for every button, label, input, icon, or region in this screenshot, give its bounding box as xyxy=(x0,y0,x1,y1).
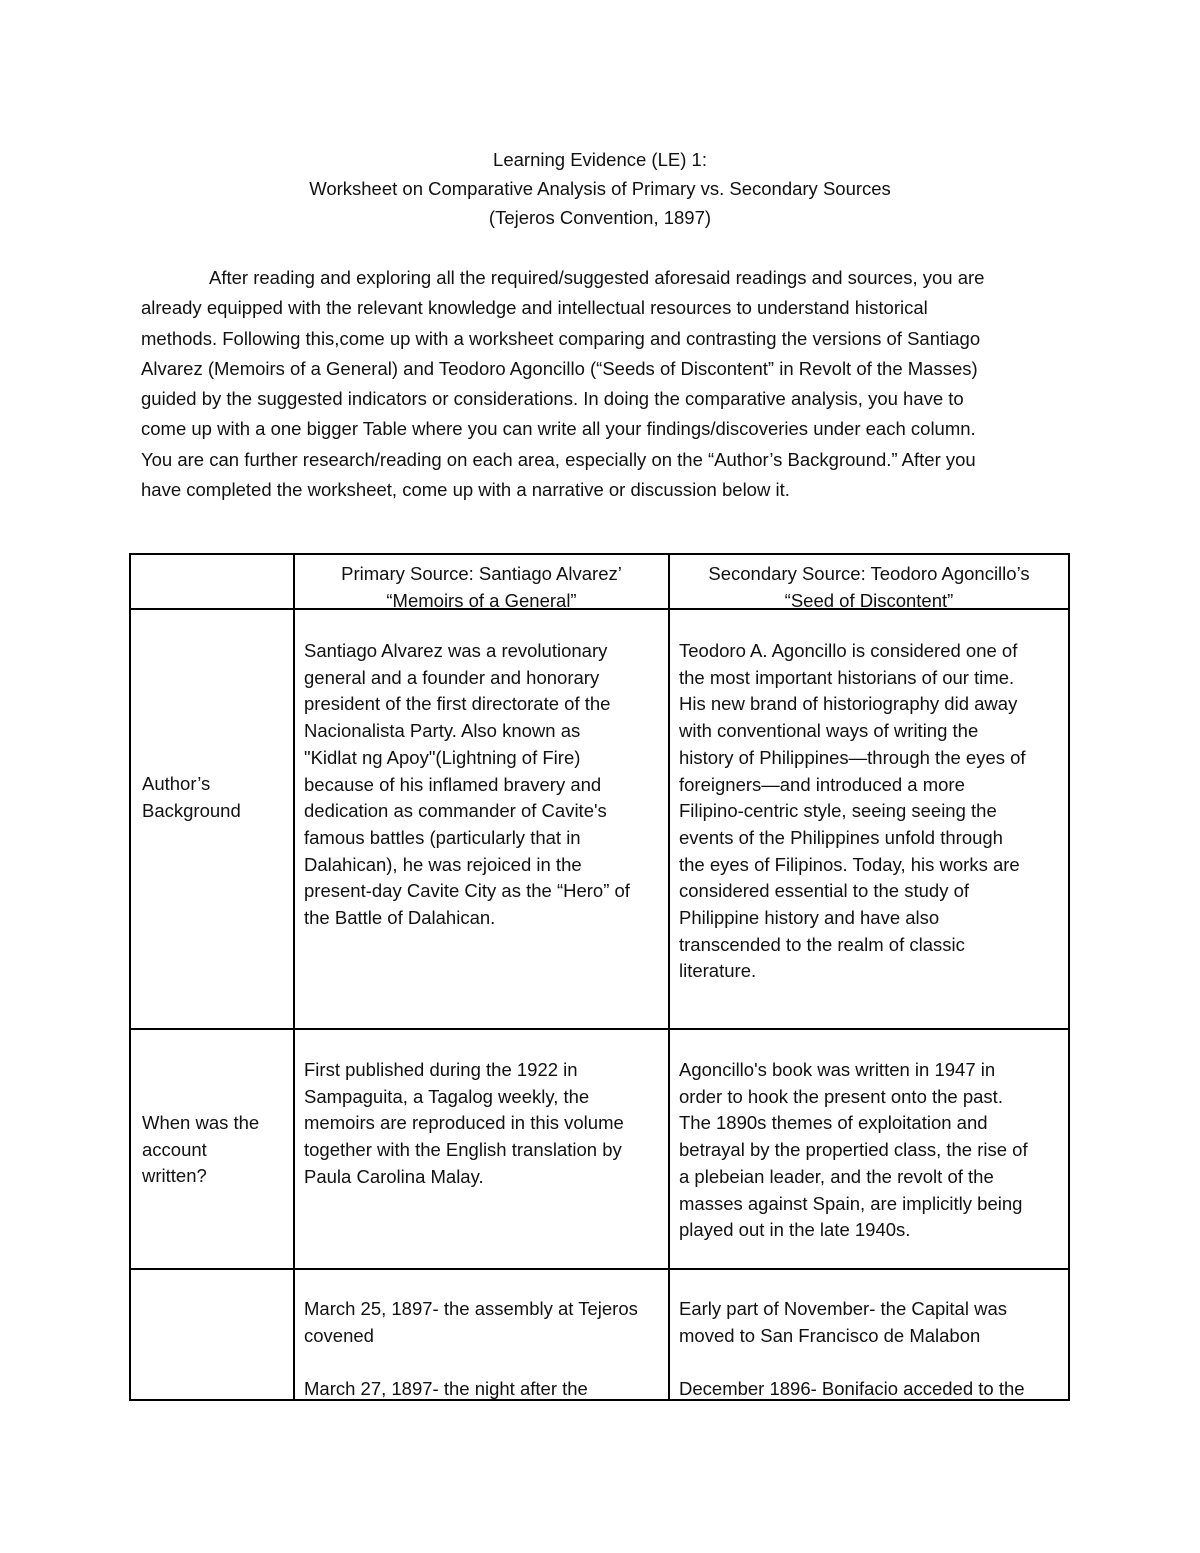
cell-line: events of the Philippines unfold through xyxy=(679,826,1003,848)
comparison-table xyxy=(129,553,1070,1401)
paragraph-line: methods. Following this,come up with a worksheet comparing and contrasting the versions of Santiago xyxy=(141,327,981,349)
paragraph-line: already equipped with the relevant knowledge and intellectual resources to understand historical xyxy=(141,297,928,319)
paragraph-line: You are can further research/reading on each area, especially on the “Author’s Background.” After you xyxy=(141,448,976,470)
cell-line: foreigners—and introduced a more xyxy=(679,773,965,795)
cell-line: present-day Cavite City as the “Hero” of xyxy=(304,880,630,902)
secondary-timeline-cell xyxy=(679,1296,1067,1403)
cell-line: memoirs are reproduced in this volume xyxy=(304,1112,624,1134)
paragraph-line: come up with a one bigger Table where you can write all your findings/discoveries under each column. xyxy=(141,418,976,440)
row-label-line: written? xyxy=(142,1165,207,1187)
header-line-1: Learning Evidence (LE) 1: xyxy=(493,149,707,170)
cell-line: dedication as commander of Cavite's xyxy=(304,800,607,822)
cell-line: considered essential to the study of xyxy=(679,880,970,902)
cell-line: March 25, 1897- the assembly at Tejeros xyxy=(304,1298,638,1319)
instructions-paragraph xyxy=(141,263,1061,505)
paragraph-line: After reading and exploring all the required/suggested aforesaid readings and sources, you are xyxy=(209,267,985,288)
cell-line: Agoncillo's book was written in 1947 in xyxy=(679,1059,996,1080)
secondary-when-written-cell xyxy=(679,1057,1067,1244)
cell-line: history of Philippines—through the eyes of xyxy=(679,746,1026,768)
paragraph-line: have completed the worksheet, come up with a narrative or discussion below it. xyxy=(141,479,790,501)
cell-line: First published during the 1922 in xyxy=(304,1059,578,1080)
primary-header-line: “Memoirs of a General” xyxy=(386,589,577,611)
cell-line: Nacionalista Party. Also known as xyxy=(304,720,581,742)
cell-line: the Battle of Dalahican. xyxy=(304,907,496,929)
secondary-source-header xyxy=(670,561,1068,614)
header-line-2: Worksheet on Comparative Analysis of Primary vs. Secondary Sources xyxy=(309,178,891,199)
cell-line: a plebeian leader, and the revolt of the xyxy=(679,1165,994,1187)
primary-source-header xyxy=(295,561,668,614)
column-divider xyxy=(668,555,670,1399)
cell-line: because of his inflamed bravery and xyxy=(304,773,602,795)
primary-timeline-cell xyxy=(304,1296,664,1403)
cell-line: literature. xyxy=(679,960,757,982)
cell-line: Dalahican), he was rejoiced in the xyxy=(304,853,582,875)
cell-line: famous battles (particularly that in xyxy=(304,826,581,848)
cell-line: Filipino-centric style, seeing seeing the xyxy=(679,800,997,822)
cell-line: Paula Carolina Malay. xyxy=(304,1165,484,1187)
cell-line: masses against Spain, are implicitly being xyxy=(679,1192,1023,1214)
document-header xyxy=(0,145,1200,232)
cell-line: the eyes of Filipinos. Today, his works are xyxy=(679,853,1020,875)
paragraph-line: guided by the suggested indicators or considerations. In doing the comparative analysis, you have to xyxy=(141,388,964,410)
cell-line: Sampaguita, a Tagalog weekly, the xyxy=(304,1085,590,1107)
paragraph-line: Alvarez (Memoirs of a General) and Teodoro Agoncillo (“Seeds of Discontent” in Revolt of the Masses) xyxy=(141,357,978,379)
cell-line: His new brand of historiography did away xyxy=(679,693,1018,715)
header-line-3: (Tejeros Convention, 1897) xyxy=(488,207,712,228)
cell-line: betrayal by the propertied class, the rise of xyxy=(679,1139,1028,1161)
column-divider xyxy=(293,555,295,1399)
primary-authors-background-cell xyxy=(304,638,664,932)
cell-spacer xyxy=(679,1349,1067,1376)
secondary-header-line: Secondary Source: Teodoro Agoncillo’s xyxy=(708,563,1030,584)
row-label-line: account xyxy=(142,1138,207,1160)
cell-line: Early part of November- the Capital was xyxy=(679,1298,1007,1319)
cell-line: the most important historians of our time. xyxy=(679,666,1015,688)
cell-line: moved to San Francisco de Malabon xyxy=(679,1324,981,1346)
cell-line: Teodoro A. Agoncillo is considered one of xyxy=(679,640,1018,661)
cell-line: played out in the late 1940s. xyxy=(679,1219,911,1241)
row-label-when-written xyxy=(142,1110,292,1190)
row-label-line: Author’s xyxy=(142,773,211,794)
cell-line: covened xyxy=(304,1324,374,1346)
cell-line: "Kidlat ng Apoy"(Lightning of Fire) xyxy=(304,746,581,768)
cell-line: with conventional ways of writing the xyxy=(679,720,979,742)
cell-spacer xyxy=(304,1349,664,1376)
cell-line: Santiago Alvarez was a revolutionary xyxy=(304,640,608,661)
primary-when-written-cell xyxy=(304,1057,664,1191)
row-divider xyxy=(131,1028,1068,1030)
row-label-line: When was the xyxy=(142,1112,260,1133)
row-label-line: Background xyxy=(142,799,241,821)
cell-line: transcended to the realm of classic xyxy=(679,933,965,955)
cell-line: president of the first directorate of the xyxy=(304,693,611,715)
secondary-header-line: “Seed of Discontent” xyxy=(784,589,954,611)
secondary-authors-background-cell xyxy=(679,638,1067,985)
row-divider xyxy=(131,1268,1068,1270)
cell-line: general and a founder and honorary xyxy=(304,666,600,688)
primary-header-line: Primary Source: Santiago Alvarez’ xyxy=(341,563,622,584)
cell-line: Philippine history and have also xyxy=(679,907,940,929)
row-label-authors-background xyxy=(142,771,292,824)
cell-line: together with the English translation by xyxy=(304,1139,622,1161)
cell-line: March 27, 1897- the night after the xyxy=(304,1378,588,1400)
cell-line: December 1896- Bonifacio acceded to the xyxy=(679,1378,1025,1400)
cell-line: The 1890s themes of exploitation and xyxy=(679,1112,988,1134)
cell-line: order to hook the present onto the past. xyxy=(679,1085,1003,1107)
